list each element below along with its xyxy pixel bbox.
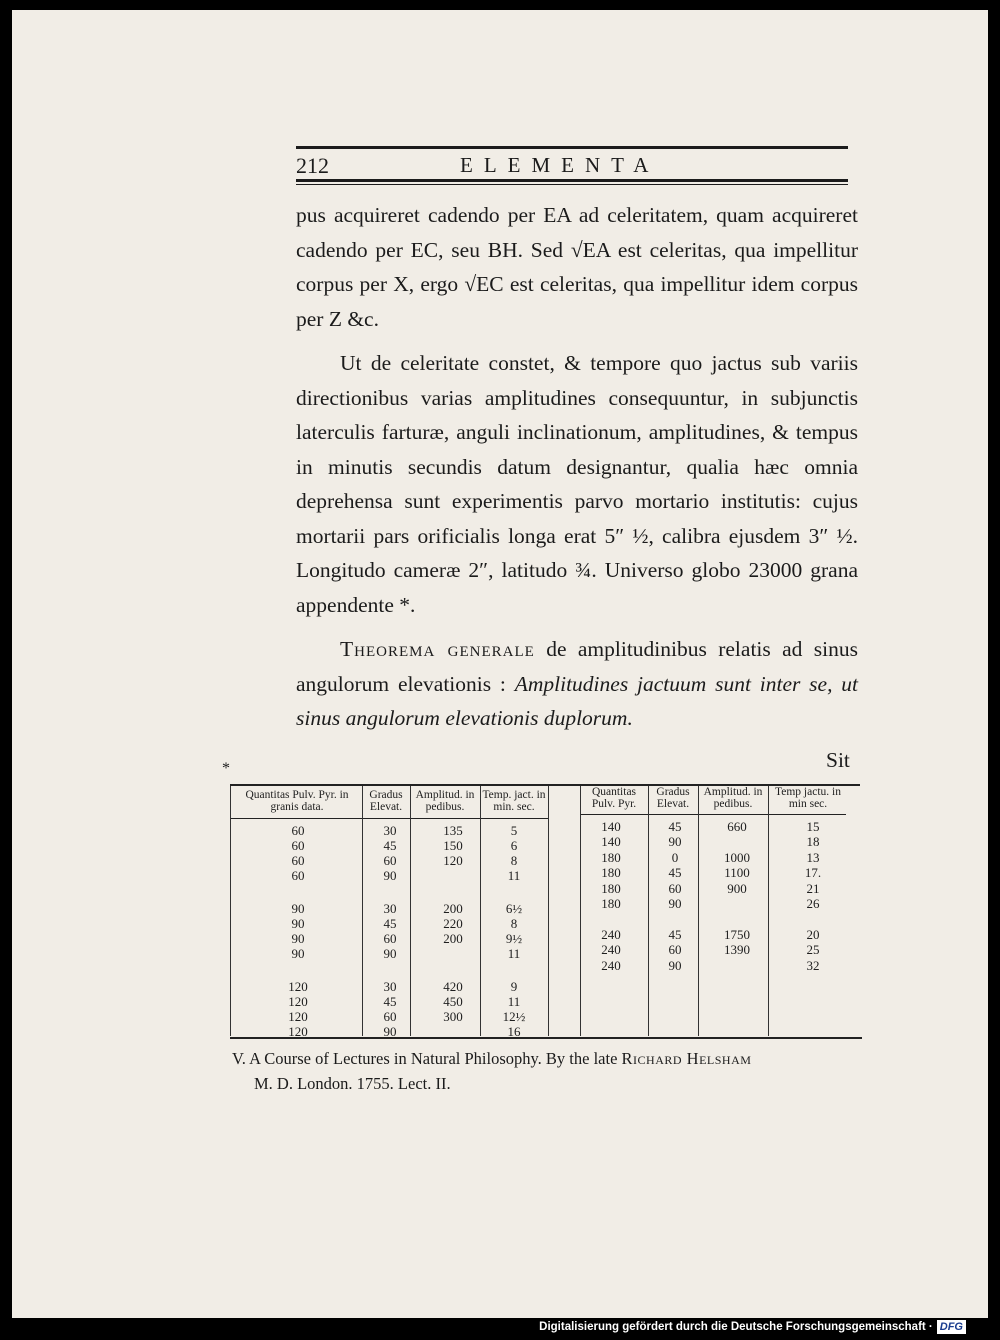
column-header: Quantitas Pulv. Pyr. xyxy=(591,786,637,810)
table-cell: 30 xyxy=(383,823,397,838)
running-head: ELEMENTA xyxy=(460,153,660,177)
table-rule xyxy=(580,814,846,815)
table-cell: 120 xyxy=(443,853,463,868)
table-cell: 450 xyxy=(443,994,463,1009)
table-column-rule xyxy=(480,786,481,1036)
table-column-rule xyxy=(230,786,231,1036)
table-cell: 90 xyxy=(383,868,397,883)
table-cell: 8 xyxy=(510,853,518,868)
column-header: Gradus Elevat. xyxy=(369,789,403,813)
table-cell: 45 xyxy=(383,916,397,931)
header-rule xyxy=(296,179,848,182)
table-cell: 11 xyxy=(507,994,521,1009)
column-header: Temp jactu. in min sec. xyxy=(775,786,841,810)
digitization-credit xyxy=(539,1318,966,1336)
table-cell: 120 xyxy=(288,1009,308,1024)
table-cell: 200 xyxy=(443,931,463,946)
table-cell: 11 xyxy=(507,946,521,961)
credit-text: Digitalisierung gefördert durch die Deutsche Forschungsgemeinschaft · xyxy=(539,1321,933,1333)
footnote-citation: M. D. London. 1755. Lect. II. xyxy=(254,1074,451,1093)
column-header: Amplitud. in pedibus. xyxy=(703,786,763,810)
table-cell: 1100 xyxy=(724,865,750,880)
body-text xyxy=(296,198,858,736)
table-cell: 30 xyxy=(383,979,397,994)
table-cell: 0 xyxy=(671,850,679,865)
table-cell: 6½ xyxy=(505,901,523,916)
table-cell: 60 xyxy=(291,823,305,838)
table-cell: 60 xyxy=(668,881,682,896)
table-cell: 1390 xyxy=(724,942,750,957)
table-cell: 900 xyxy=(727,881,747,896)
table-cell: 90 xyxy=(291,931,305,946)
catchword: Sit xyxy=(826,748,850,772)
column-header: Amplitud. in pedibus. xyxy=(415,789,475,813)
table-cell: 5 xyxy=(510,823,518,838)
table-column-rule xyxy=(768,786,769,1036)
table-cell: 90 xyxy=(668,896,682,911)
table-cell: 32 xyxy=(806,958,820,973)
table-cell: 60 xyxy=(291,853,305,868)
table-cell: 60 xyxy=(383,853,397,868)
theorem-statement: Amplitudines jactuum sunt inter se, ut sinus angulorum elevationis duplorum. xyxy=(296,671,858,730)
table-cell: 45 xyxy=(668,927,682,942)
table-column-rule xyxy=(580,786,581,1036)
table-cell: 200 xyxy=(443,901,463,916)
table-cell: 90 xyxy=(383,1024,397,1039)
table-cell: 1750 xyxy=(724,927,750,942)
table-cell: 15 xyxy=(806,819,820,834)
table-cell: 60 xyxy=(383,1009,397,1024)
table-cell: 45 xyxy=(668,819,682,834)
table-cell: 140 xyxy=(601,834,621,849)
table-cell: 150 xyxy=(443,838,463,853)
table-cell: 6 xyxy=(510,838,518,853)
table-rule xyxy=(230,1037,862,1039)
table-cell: 1000 xyxy=(724,850,750,865)
table-cell: 45 xyxy=(383,838,397,853)
table-cell: 17. xyxy=(804,865,822,880)
footnote xyxy=(232,1046,872,1096)
table-column-rule xyxy=(548,786,549,1036)
footnote-marker: * xyxy=(222,760,230,777)
table-cell: 90 xyxy=(383,946,397,961)
theorem-label: Theorema generale xyxy=(340,637,535,661)
table-cell: 90 xyxy=(668,834,682,849)
table-cell: 18 xyxy=(806,834,820,849)
dfg-logo: DFG xyxy=(937,1320,966,1334)
header-rule xyxy=(296,146,848,149)
table-cell: 90 xyxy=(291,946,305,961)
table-cell: 120 xyxy=(288,994,308,1009)
table-cell: 60 xyxy=(383,931,397,946)
table-rule xyxy=(230,818,548,819)
header-rule xyxy=(296,184,848,185)
table-cell: 60 xyxy=(291,838,305,853)
table-cell: 240 xyxy=(601,942,621,957)
table-column-rule xyxy=(648,786,649,1036)
page-number: 212 xyxy=(296,153,329,178)
footnote-text: V. A Course of Lectures in Natural Philosophy. By the late xyxy=(232,1049,622,1068)
table-cell: 26 xyxy=(806,896,820,911)
table-cell: 9 xyxy=(510,979,518,994)
table-cell: 13 xyxy=(806,850,820,865)
table-cell: 300 xyxy=(443,1009,463,1024)
table-cell: 21 xyxy=(806,881,820,896)
table-cell: 420 xyxy=(443,979,463,994)
table-cell: 30 xyxy=(383,901,397,916)
table-cell: 120 xyxy=(288,979,308,994)
table-cell: 11 xyxy=(507,868,521,883)
table-cell: 90 xyxy=(291,901,305,916)
table-cell: 90 xyxy=(668,958,682,973)
table-cell: 60 xyxy=(291,868,305,883)
table-cell: 90 xyxy=(291,916,305,931)
theorem-text: de amplitudinibus relatis ad sinus angulorum elevationis : xyxy=(296,637,859,696)
table-cell: 45 xyxy=(383,994,397,1009)
column-header: Gradus Elevat. xyxy=(656,786,690,810)
table-cell: 660 xyxy=(727,819,747,834)
table-cell: 220 xyxy=(443,916,463,931)
footnote-author: Richard Helsham xyxy=(621,1049,752,1068)
table-cell: 240 xyxy=(601,927,621,942)
table-cell: 20 xyxy=(806,927,820,942)
table-cell: 8 xyxy=(510,916,518,931)
table-cell: 45 xyxy=(668,865,682,880)
table-cell: 9½ xyxy=(505,931,523,946)
table-cell: 135 xyxy=(443,823,463,838)
table-cell: 140 xyxy=(601,819,621,834)
column-header: Quantitas Pulv. Pyr. in granis data. xyxy=(245,789,349,813)
table-cell: 16 xyxy=(507,1024,521,1039)
theorem-paragraph xyxy=(296,632,858,736)
column-header: Temp. jact. in min. sec. xyxy=(482,789,546,813)
table-cell: 12½ xyxy=(502,1009,526,1024)
table-cell: 60 xyxy=(668,942,682,957)
table-column-rule xyxy=(362,786,363,1036)
table-cell: 180 xyxy=(601,865,621,880)
table-cell: 120 xyxy=(288,1024,308,1039)
table-cell: 180 xyxy=(601,881,621,896)
table-cell: 180 xyxy=(601,850,621,865)
paragraph: pus acquireret cadendo per EA ad celeritatem, quam acquireret cadendo per EC, seu BH. Sed √EA est celeritas, qua impellitur corpus per X, ergo √EC est celeritas, qua impellitur idem corpus per Z &c. xyxy=(296,203,858,331)
table-cell: 180 xyxy=(601,896,621,911)
table-cell: 25 xyxy=(806,942,820,957)
table-cell: 240 xyxy=(601,958,621,973)
paragraph: Ut de celeritate constet, & tempore quo jactus sub variis directionibus varias amplitudines consequuntur, in subjunctis laterculis farturæ, anguli inclinationum, amplitudines, & tempus in minutis secundis datum designantur, qualia hæc omnia deprehensa sunt experimentis parvo mortario institutis: cujus mortarii pars orificialis longa erat 5″ ½, calibra ejusdem 3″ ½. Longitudo cameræ 2″, latitudo ¾. Universo globo 23000 grana appendente *. xyxy=(296,351,858,617)
